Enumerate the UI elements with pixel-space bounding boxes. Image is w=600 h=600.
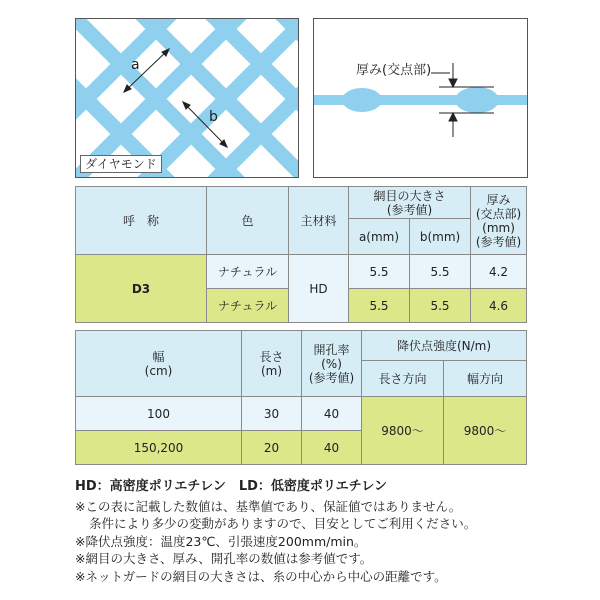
- spec-table: [75, 186, 527, 323]
- product-code: D3: [76, 255, 207, 323]
- header-thickness: 厚み (交点部) (mm) (参考値): [471, 187, 527, 255]
- header-yield-strength: 降伏点強度(N/m): [362, 331, 527, 361]
- diamond-caption: ダイヤモンド: [80, 155, 162, 173]
- row1-open-rate: 40: [302, 397, 362, 431]
- size-strength-table: [75, 330, 527, 465]
- thickness-caption: 厚み(交点部): [356, 63, 432, 78]
- header-color: 色: [207, 187, 289, 255]
- header-a: a(mm): [349, 219, 410, 255]
- yield-width-value: 9800～: [444, 397, 527, 465]
- row1-length: 30: [242, 397, 302, 431]
- dimension-a-label: a: [131, 57, 140, 73]
- row1-width: 100: [76, 397, 242, 431]
- row2-b: 5.5: [410, 289, 471, 323]
- material-value: HD: [289, 255, 349, 323]
- note-line: ※網目の大きさ、厚み、開孔率の数値は参考値です。: [75, 551, 373, 566]
- row2-color: ナチュラル: [207, 289, 289, 323]
- note-line: 条件により多少の変動がありますので、目安としてご利用ください。: [89, 516, 477, 531]
- header-length: 長さ (m): [242, 331, 302, 397]
- row2-length: 20: [242, 431, 302, 465]
- note-line: ※この表に記載した数値は、基準値であり、保証値ではありません。: [75, 498, 462, 514]
- header-open-rate: 開孔率 (%) (参考値): [302, 331, 362, 397]
- note-line: ※降伏点強度：温度23℃、引張速度200mm/min。: [75, 533, 367, 549]
- thickness-illustration: [313, 18, 528, 178]
- material-legend: HD：高密度ポリエチレン LD：低密度ポリエチレン: [75, 479, 388, 494]
- row1-thickness: 4.2: [471, 255, 527, 289]
- notes-section: [75, 478, 595, 585]
- header-name: 呼 称: [76, 187, 207, 255]
- row2-width: 150,200: [76, 431, 242, 465]
- header-width-direction: 幅方向: [444, 361, 527, 397]
- header-material: 主材料: [289, 187, 349, 255]
- diamond-mesh-illustration: [75, 18, 299, 178]
- row1-a: 5.5: [349, 255, 410, 289]
- dimension-b-label: b: [209, 109, 218, 125]
- header-mesh-size: 網目の大きさ (参考値): [349, 187, 471, 219]
- diamond-mesh-graphic: [76, 19, 298, 177]
- header-width: 幅 (cm): [76, 331, 242, 397]
- row2-open-rate: 40: [302, 431, 362, 465]
- header-b: b(mm): [410, 219, 471, 255]
- thickness-graphic: [314, 19, 527, 177]
- row2-thickness: 4.6: [471, 289, 527, 323]
- note-line: ※ネットガードの網目の大きさは、糸の中心から中心の距離です。: [75, 568, 447, 584]
- yield-length-value: 9800～: [362, 397, 444, 465]
- header-length-direction: 長さ方向: [362, 361, 444, 397]
- row2-a: 5.5: [349, 289, 410, 323]
- row1-b: 5.5: [410, 255, 471, 289]
- row1-color: ナチュラル: [207, 255, 289, 289]
